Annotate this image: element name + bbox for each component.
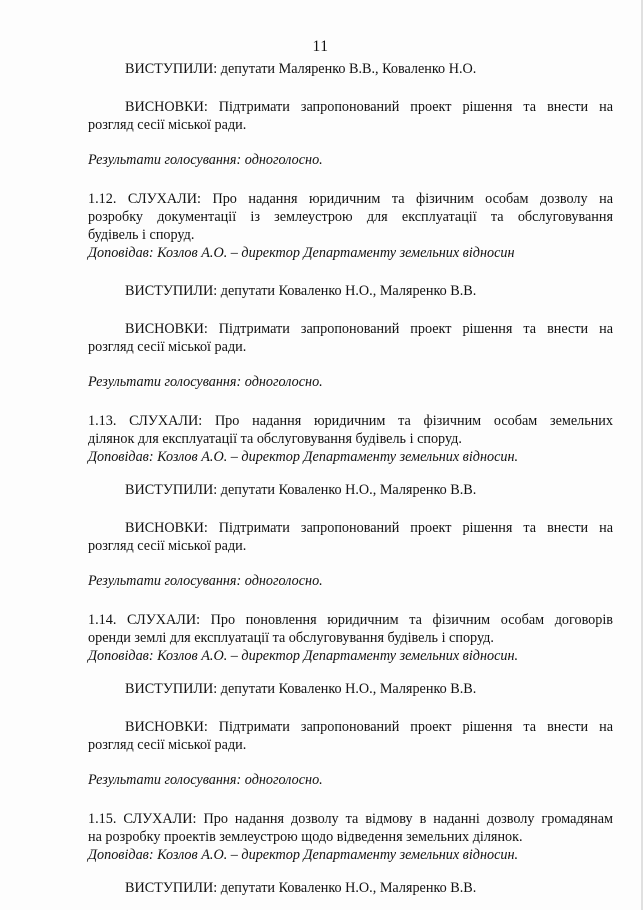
voting-result-text: Результати голосування: одноголосно. (88, 573, 323, 589)
speakers-text: ВИСТУПИЛИ: депутати Коваленко Н.О., Маляренко В.В. (125, 880, 477, 896)
conclusions-line-2: розгляд сесії міської ради. (88, 117, 247, 133)
conclusions-line-2: розгляд сесії міської ради. (88, 538, 247, 554)
speakers-text: ВИСТУПИЛИ: депутати Коваленко Н.О., Маляренко В.В. (125, 681, 477, 697)
conclusions-paragraph (88, 519, 613, 555)
conclusions-line-2: розгляд сесії міської ради. (88, 737, 247, 753)
heard-line-3: будівель і споруд. (88, 227, 195, 243)
heard-line-2: розробку документації із землеустрою для експлуатації та обслуговування (88, 209, 613, 225)
conclusions-line-1: ВИСНОВКИ: Підтримати запропонований проект рішення та внести на (125, 520, 613, 536)
voting-result-text: Результати голосування: одноголосно. (88, 374, 323, 390)
reporter-line: Доповідав: Козлов А.О. – директор Департаменту земельних відносин. (88, 449, 519, 465)
speakers-paragraph (88, 879, 613, 897)
conclusions-line-2: розгляд сесії міської ради. (88, 339, 247, 355)
conclusions-paragraph (88, 98, 613, 134)
heard-line-2: оренди землі для експлуатації та обслуговування будівель і споруд. (88, 630, 494, 646)
speakers-paragraph (88, 60, 613, 78)
agenda-item-1-12 (88, 190, 613, 262)
page-number: 11 (312, 38, 329, 55)
voting-result (88, 572, 613, 590)
conclusions-line-1: ВИСНОВКИ: Підтримати запропонований проект рішення та внести на (125, 321, 613, 337)
heard-line-2: на розробку проектів землеустрою щодо відведення земельних ділянок. (88, 829, 523, 845)
speakers-paragraph (88, 481, 613, 499)
reporter-line: Доповідав: Козлов А.О. – директор Департаменту земельних відносин. (88, 648, 519, 664)
voting-result-text: Результати голосування: одноголосно. (88, 772, 323, 788)
speakers-text: ВИСТУПИЛИ: депутати Маляренко В.В., Коваленко Н.О. (125, 61, 477, 77)
heard-line-1: 1.14. СЛУХАЛИ: Про поновлення юридичним та фізичним особам договорів (88, 612, 613, 628)
voting-result (88, 373, 613, 391)
agenda-item-1-14 (88, 611, 613, 665)
agenda-item-1-13 (88, 412, 613, 466)
conclusions-line-1: ВИСНОВКИ: Підтримати запропонований проект рішення та внести на (125, 719, 613, 735)
voting-result (88, 771, 613, 789)
conclusions-line-1: ВИСНОВКИ: Підтримати запропонований проект рішення та внести на (125, 99, 613, 115)
reporter-line: Доповідав: Козлов А.О. – директор Департаменту земельних відносин. (88, 847, 519, 863)
document-body (88, 60, 613, 897)
heard-line-2: ділянок для експлуатації та обслуговування будівель і споруд. (88, 431, 462, 447)
agenda-item-1-15 (88, 810, 613, 864)
heard-line-1: 1.13. СЛУХАЛИ: Про надання юридичним та фізичним особам земельних (88, 413, 613, 429)
speakers-paragraph (88, 282, 613, 300)
voting-result (88, 151, 613, 169)
reporter-line: Доповідав: Козлов А.О. – директор Департаменту земельних відносин (88, 245, 515, 261)
heard-line-1: 1.15. СЛУХАЛИ: Про надання дозволу та відмову в наданні дозволу громадянам (88, 811, 613, 827)
heard-line-1: 1.12. СЛУХАЛИ: Про надання юридичним та фізичним особам дозволу на (88, 191, 613, 207)
speakers-text: ВИСТУПИЛИ: депутати Коваленко Н.О., Маляренко В.В. (125, 283, 477, 299)
conclusions-paragraph (88, 718, 613, 754)
voting-result-text: Результати голосування: одноголосно. (88, 152, 323, 168)
speakers-text: ВИСТУПИЛИ: депутати Коваленко Н.О., Маляренко В.В. (125, 482, 477, 498)
speakers-paragraph (88, 680, 613, 698)
conclusions-paragraph (88, 320, 613, 356)
